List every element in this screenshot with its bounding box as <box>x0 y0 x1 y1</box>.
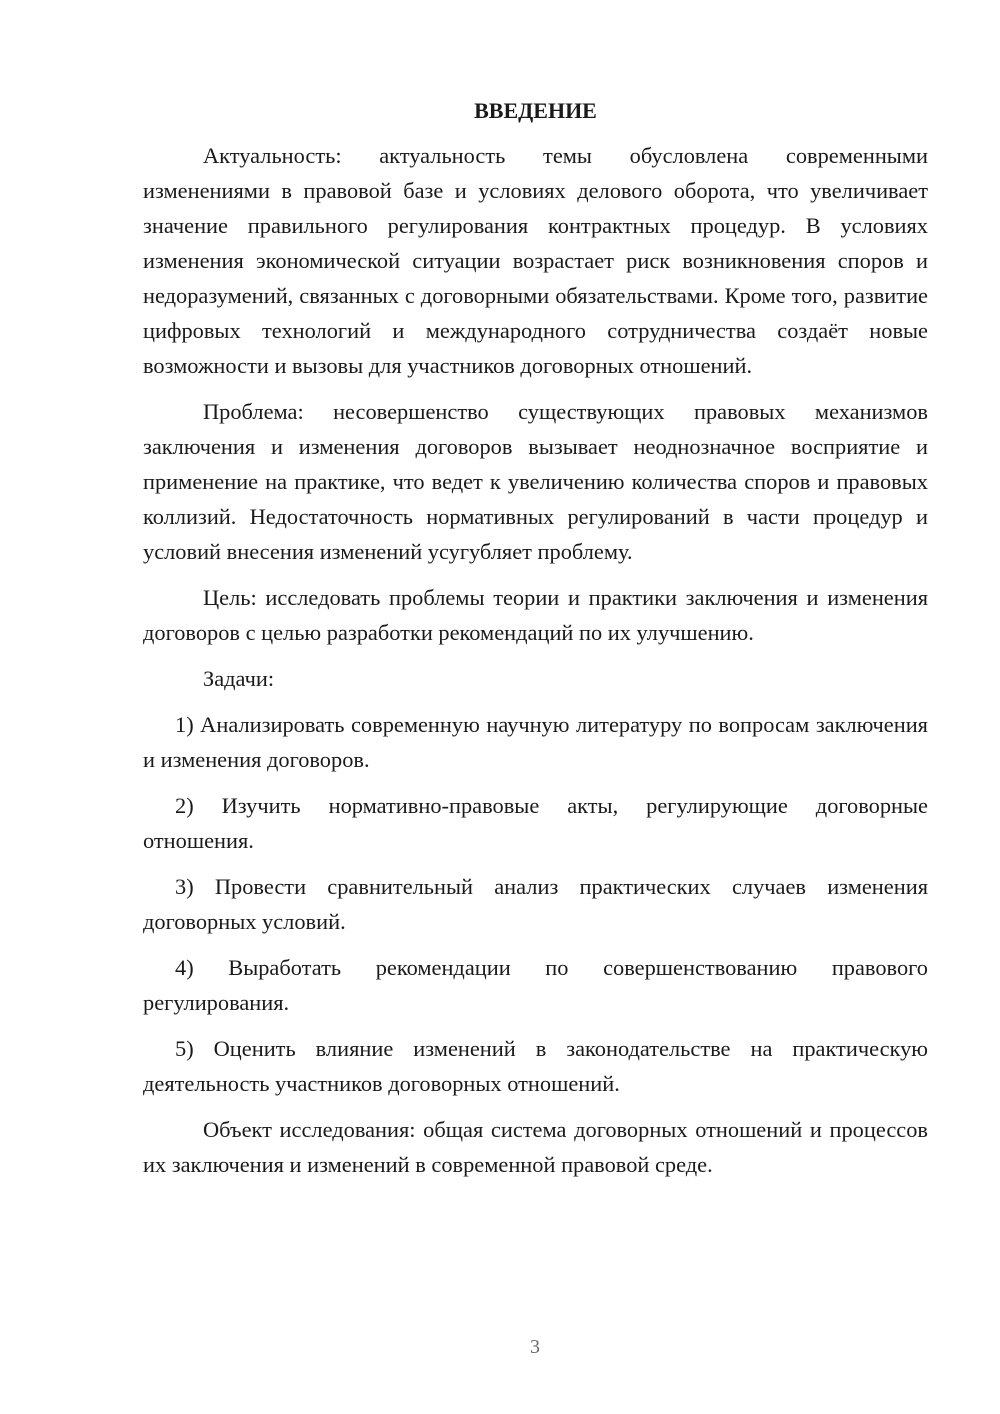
page-body <box>143 96 928 1193</box>
problem-paragraph: Проблема: несовершенство существующих правовых механизмов заключения и изменения договоров вызывает неоднозначное восприятие и применение на практике, что ведет к увеличению количества споров и правовых коллизий. Недостаточность нормативных регулирований в части процедур и условий внесения изменений усугубляет проблему. <box>143 399 928 564</box>
relevance-paragraph: Актуальность: актуальность темы обусловлена современными изменениями в правовой базе и условиях делового оборота, что увеличивает значение правильного регулирования контрактных процедур. В условиях изменения экономической ситуации возрастает риск возникновения споров и недоразумений, связанных с договорными обязательствами. Кроме того, развитие цифровых технологий и международного сотрудничества создаёт новые возможности и вызовы для участников договорных отношений. <box>143 143 928 378</box>
section-title: ВВЕДЕНИЕ <box>474 98 597 123</box>
research-object-paragraph: Объект исследования: общая система договорных отношений и процессов их заключения и изменений в современной правовой среде. <box>143 1117 928 1177</box>
tasks-heading: Задачи: <box>203 666 275 691</box>
task-item-4: 4) Выработать рекомендации по совершенствованию правового регулирования. <box>143 955 928 1015</box>
task-item-3: 3) Провести сравнительный анализ практических случаев изменения договорных условий. <box>143 874 928 934</box>
task-item-5: 5) Оценить влияние изменений в законодательстве на практическую деятельность участников договорных отношений. <box>143 1036 928 1096</box>
goal-paragraph: Цель: исследовать проблемы теории и практики заключения и изменения договоров с целью разработки рекомендаций по их улучшению. <box>143 585 928 645</box>
task-item-2: 2) Изучить нормативно-правовые акты, регулирующие договорные отношения. <box>143 793 928 853</box>
page-number: 3 <box>530 1336 540 1358</box>
task-item-1: 1) Анализировать современную научную литературу по вопросам заключения и изменения договоров. <box>143 712 928 772</box>
